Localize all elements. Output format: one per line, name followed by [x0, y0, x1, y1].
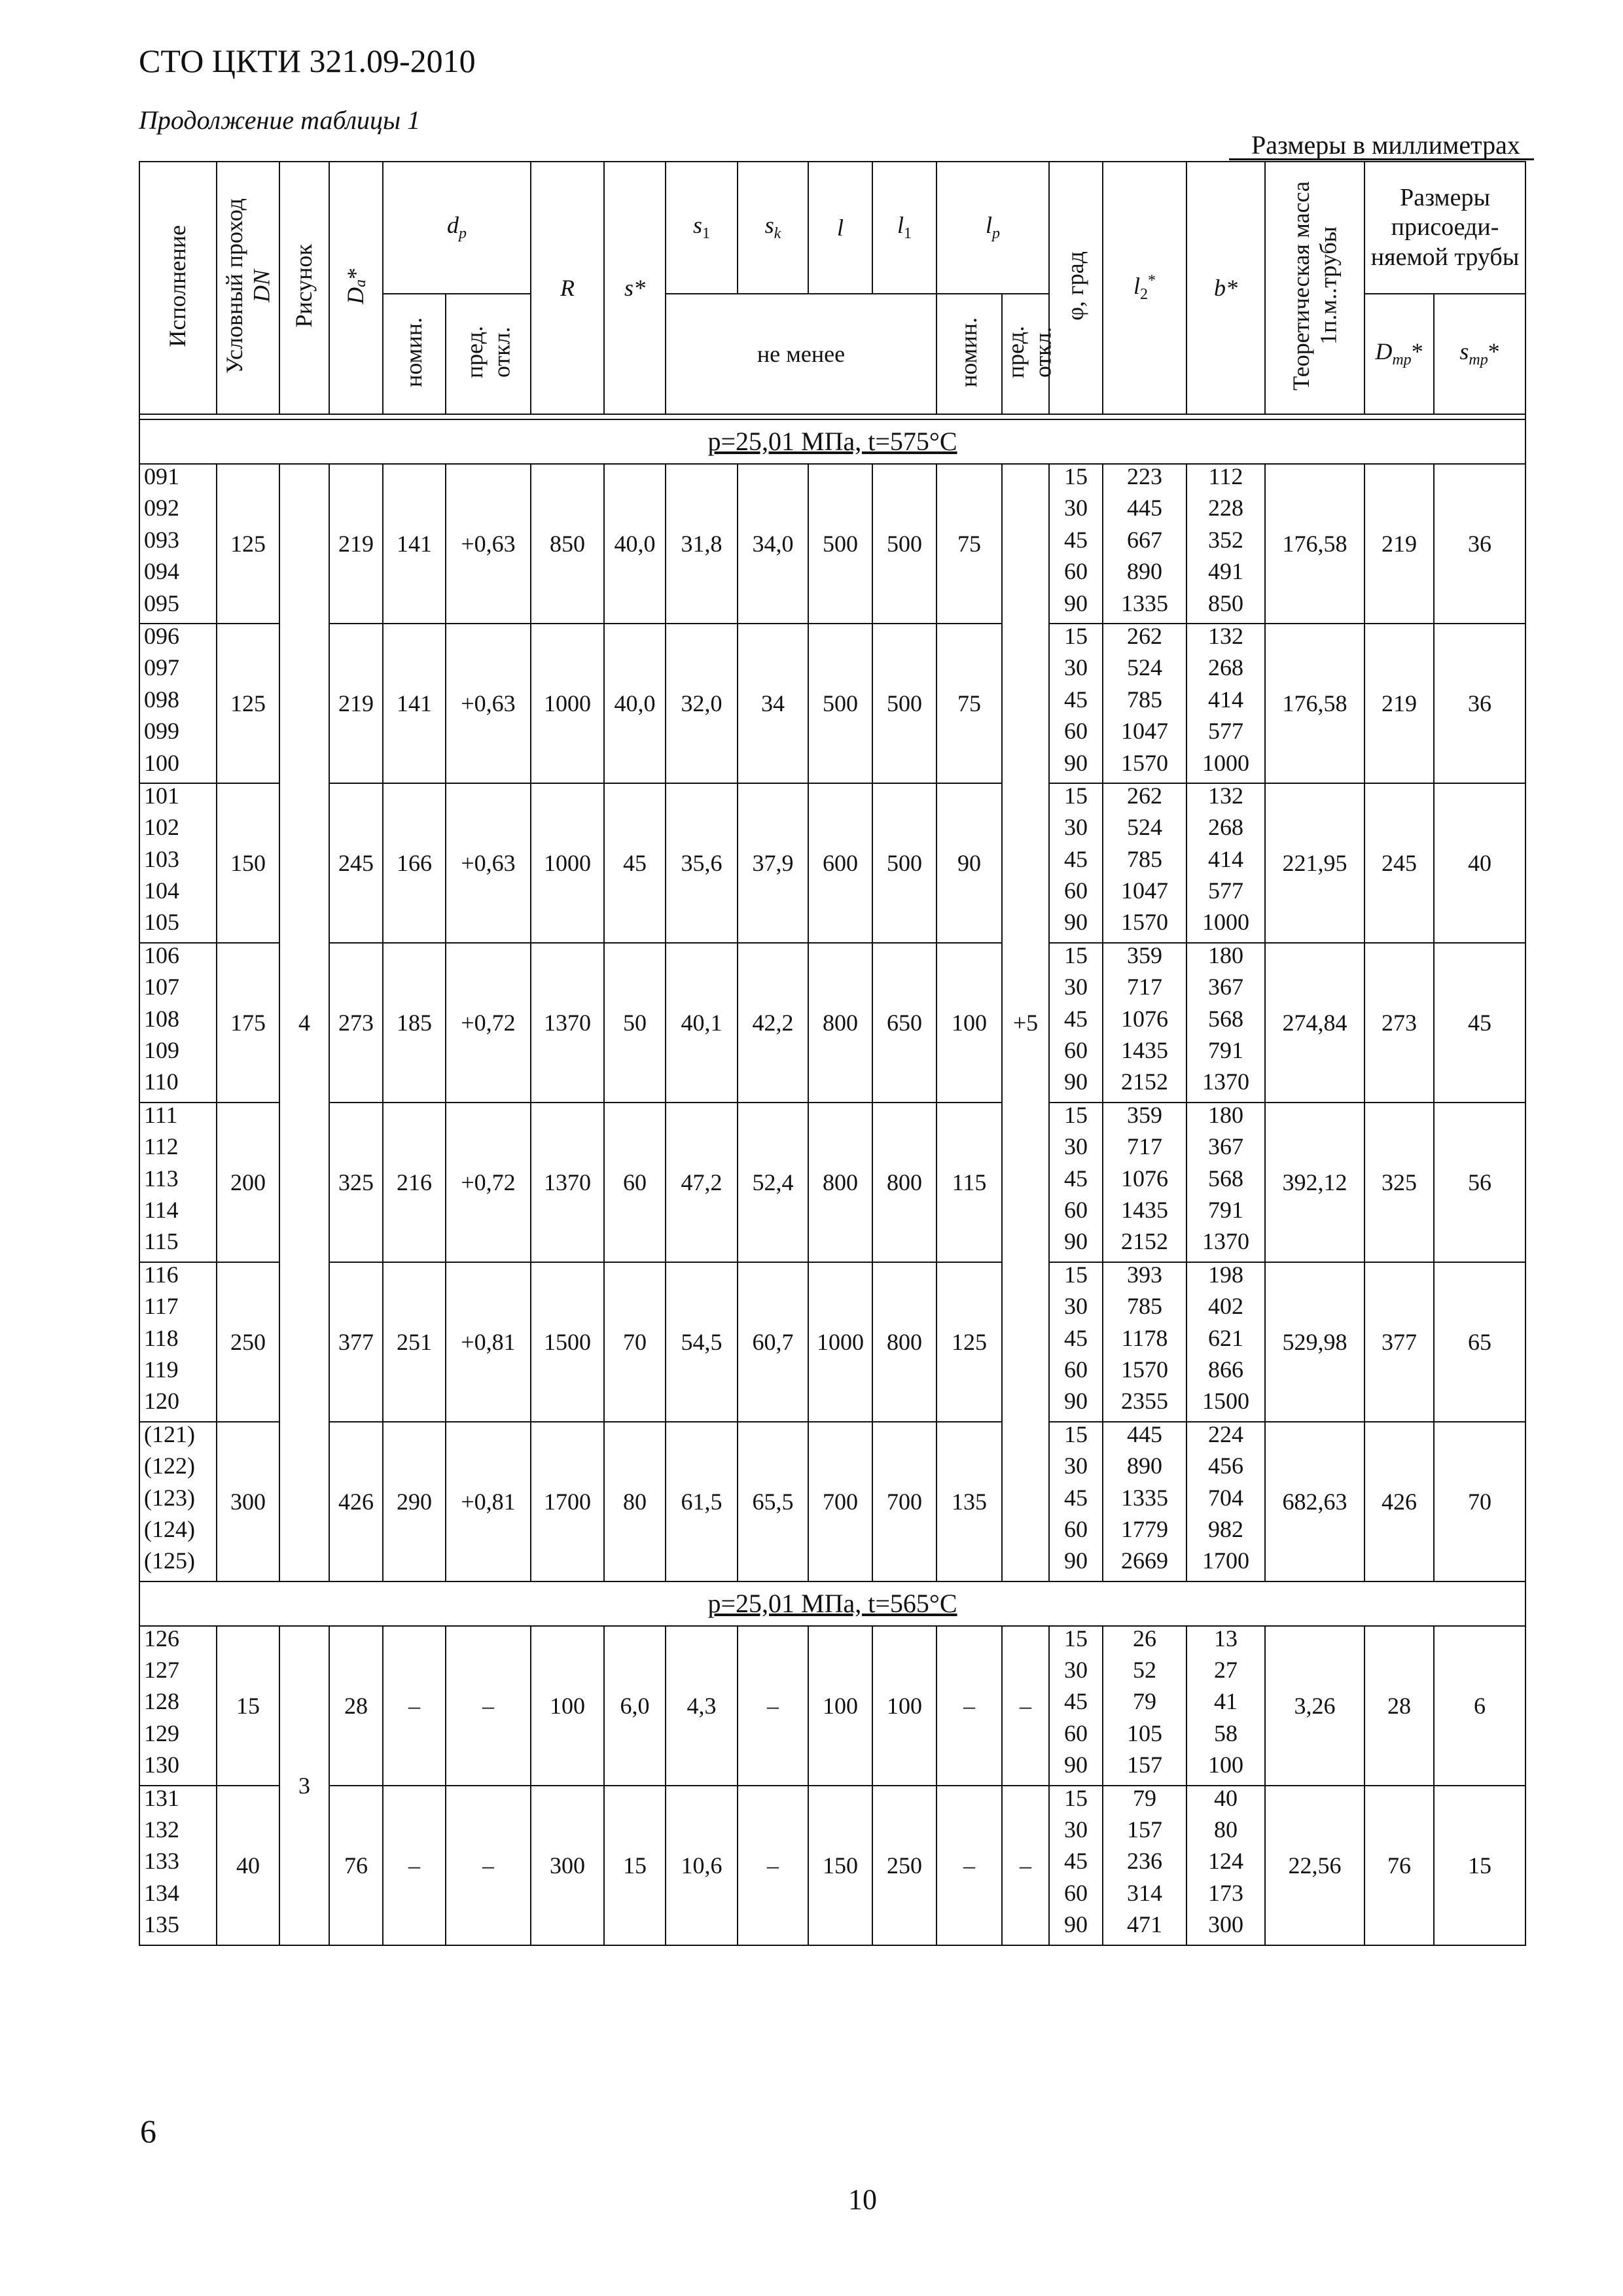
cell-sk: 34,0: [738, 464, 808, 624]
cell-dp-nom: 216: [383, 1103, 446, 1262]
cell-phi: 15 30 45 60 90: [1049, 943, 1103, 1103]
cell-phi: 15 30 45 60 90: [1049, 1262, 1103, 1422]
cell-dtr: 28: [1364, 1626, 1434, 1786]
cell-s1: 4,3: [666, 1626, 738, 1786]
cell-dp-tol: +0,81: [446, 1422, 531, 1581]
header-dp-pred: пред. откл.: [446, 294, 531, 414]
cell-l: 1000: [808, 1262, 872, 1422]
header-r: R: [531, 162, 604, 414]
cell-mass: 176,58: [1265, 464, 1364, 624]
cell-dp-tol: –: [446, 1626, 531, 1786]
cell-lp-tol: –: [1002, 1786, 1049, 1945]
cell-codes: 106 107 108 109 110: [139, 943, 217, 1103]
cell-lp-nom: 125: [936, 1262, 1002, 1422]
cell-codes: 131 132 133 134 135: [139, 1786, 217, 1945]
cell-l: 800: [808, 943, 872, 1103]
header-str: $s_{тр}*$: [1434, 294, 1525, 414]
cell-da: 377: [329, 1262, 383, 1422]
cell-phi: 15 30 45 60 90: [1049, 1786, 1103, 1945]
cell-s1: 32,0: [666, 624, 738, 783]
cell-s1: 61,5: [666, 1422, 738, 1581]
cell-codes: 091 092 093 094 095: [139, 464, 217, 624]
cell-s: 70: [604, 1262, 666, 1422]
cell-dp-nom: –: [383, 1786, 446, 1945]
cell-r: 1000: [531, 624, 604, 783]
cell-dtr: 426: [1364, 1422, 1434, 1581]
cell-mass: 22,56: [1265, 1786, 1364, 1945]
cell-codes: 101 102 103 104 105: [139, 783, 217, 943]
table-row: [139, 624, 1525, 783]
table-row: [139, 1786, 1525, 1945]
cell-phi: 15 30 45 60 90: [1049, 1626, 1103, 1786]
cell-da: 28: [329, 1626, 383, 1786]
cell-str: 15: [1434, 1786, 1525, 1945]
page-number: 6: [140, 2113, 156, 2149]
table-row: [139, 943, 1525, 1103]
cell-da: 219: [329, 624, 383, 783]
cell-lp-tol: –: [1002, 1626, 1049, 1786]
cell-mass: 392,12: [1265, 1103, 1364, 1262]
cell-lp-nom: 75: [936, 624, 1002, 783]
cell-r: 1370: [531, 1103, 604, 1262]
cell-mass: 682,63: [1265, 1422, 1364, 1581]
cell-str: 36: [1434, 624, 1525, 783]
cell-mass: 3,26: [1265, 1626, 1364, 1786]
sheet-number: 10: [848, 2183, 877, 2216]
header-mass: Теоретическая масса 1п.м..трубы: [1265, 162, 1364, 414]
cell-str: 70: [1434, 1422, 1525, 1581]
cell-b: 132 268 414 577 1000: [1186, 783, 1265, 943]
cell-l1: 100: [872, 1626, 936, 1786]
cell-str: 40: [1434, 783, 1525, 943]
cell-dp-tol: +0,63: [446, 464, 531, 624]
header-b: b*: [1186, 162, 1265, 414]
cell-s: 6,0: [604, 1626, 666, 1786]
header-sk: $s_k$: [738, 162, 808, 294]
cell-dtr: 245: [1364, 783, 1434, 943]
cell-lp-nom: –: [936, 1626, 1002, 1786]
cell-b: 180 367 568 791 1370: [1186, 1103, 1265, 1262]
cell-dtr: 273: [1364, 943, 1434, 1103]
cell-sk: 60,7: [738, 1262, 808, 1422]
cell-dn: 150: [217, 783, 279, 943]
cell-r: 100: [531, 1626, 604, 1786]
cell-codes: 111 112 113 114 115: [139, 1103, 217, 1262]
header-ispolnenie: Исполнение: [139, 162, 217, 414]
cell-dp-nom: 185: [383, 943, 446, 1103]
cell-l: 100: [808, 1626, 872, 1786]
cell-mass: 221,95: [1265, 783, 1364, 943]
cell-lp-nom: 135: [936, 1422, 1002, 1581]
table-continuation-caption: Продолжение таблицы 1: [139, 105, 421, 135]
cell-l1: 250: [872, 1786, 936, 1945]
header-l1: $l_1$: [872, 162, 936, 294]
cell-l2: 262 524 785 1047 1570: [1103, 783, 1186, 943]
cell-l2: 26 52 79 105 157: [1103, 1626, 1186, 1786]
units-note: Размеры в миллиметрах: [1251, 130, 1520, 160]
cell-dn: 200: [217, 1103, 279, 1262]
cell-l: 600: [808, 783, 872, 943]
cell-l: 700: [808, 1422, 872, 1581]
cell-l1: 800: [872, 1262, 936, 1422]
cell-l1: 500: [872, 624, 936, 783]
cell-da: 219: [329, 464, 383, 624]
table-row: [139, 1103, 1525, 1262]
cell-dn: 250: [217, 1262, 279, 1422]
cell-da: 426: [329, 1422, 383, 1581]
cell-l: 800: [808, 1103, 872, 1262]
cell-dp-nom: 141: [383, 624, 446, 783]
cell-dp-nom: 290: [383, 1422, 446, 1581]
header-dn: Условный проход DN: [217, 162, 279, 414]
specification-table: [139, 161, 1526, 1946]
cell-dp-tol: –: [446, 1786, 531, 1945]
cell-sk: 37,9: [738, 783, 808, 943]
cell-phi: 15 30 45 60 90: [1049, 624, 1103, 783]
header-l2: $l_2^*$: [1103, 162, 1186, 414]
cell-codes: (121) (122) (123) (124) (125): [139, 1422, 217, 1581]
cell-s: 40,0: [604, 624, 666, 783]
cell-s1: 40,1: [666, 943, 738, 1103]
header-lp-nomin: номин.: [936, 294, 1002, 414]
cell-da: 273: [329, 943, 383, 1103]
cell-s: 50: [604, 943, 666, 1103]
cell-str: 6: [1434, 1626, 1525, 1786]
cell-dp-tol: +0,81: [446, 1262, 531, 1422]
table-row: [139, 1262, 1525, 1422]
cell-lp-nom: 100: [936, 943, 1002, 1103]
cell-lp-nom: 75: [936, 464, 1002, 624]
cell-codes: 096 097 098 099 100: [139, 624, 217, 783]
cell-l2: 359 717 1076 1435 2152: [1103, 943, 1186, 1103]
cell-dn: 125: [217, 624, 279, 783]
cell-lp-nom: –: [936, 1786, 1002, 1945]
cell-s: 60: [604, 1103, 666, 1262]
cell-sk: 42,2: [738, 943, 808, 1103]
cell-lp-nom: 90: [936, 783, 1002, 943]
cell-b: 198 402 621 866 1500: [1186, 1262, 1265, 1422]
cell-s1: 47,2: [666, 1103, 738, 1262]
cell-dtr: 377: [1364, 1262, 1434, 1422]
cell-r: 1000: [531, 783, 604, 943]
table-row: [139, 783, 1525, 943]
cell-dp-nom: 141: [383, 464, 446, 624]
cell-l1: 800: [872, 1103, 936, 1262]
cell-dn: 15: [217, 1626, 279, 1786]
cell-sk: 52,4: [738, 1103, 808, 1262]
header-ne-menee: не менее: [666, 294, 936, 414]
cell-da: 245: [329, 783, 383, 943]
cell-lp-nom: 115: [936, 1103, 1002, 1262]
cell-dn: 300: [217, 1422, 279, 1581]
cell-l2: 445 890 1335 1779 2669: [1103, 1422, 1186, 1581]
cell-dp-nom: 166: [383, 783, 446, 943]
table-row: [139, 1422, 1525, 1581]
cell-figure: 3: [279, 1626, 329, 1945]
cell-str: 45: [1434, 943, 1525, 1103]
cell-l: 500: [808, 464, 872, 624]
table-row: [139, 464, 1525, 624]
section-header: р=25,01 МПа, t=575°С: [139, 419, 1525, 464]
cell-dn: 175: [217, 943, 279, 1103]
cell-b: 180 367 568 791 1370: [1186, 943, 1265, 1103]
table-row: [139, 1626, 1525, 1786]
cell-b: 40 80 124 173 300: [1186, 1786, 1265, 1945]
header-s: s*: [604, 162, 666, 414]
header-dtr: $D_{тр}*$: [1364, 294, 1434, 414]
cell-sk: –: [738, 1786, 808, 1945]
cell-l: 500: [808, 624, 872, 783]
cell-dp-tol: +0,63: [446, 783, 531, 943]
cell-b: 112 228 352 491 850: [1186, 464, 1265, 624]
cell-da: 325: [329, 1103, 383, 1262]
cell-mass: 529,98: [1265, 1262, 1364, 1422]
cell-dn: 125: [217, 464, 279, 624]
cell-dn: 40: [217, 1786, 279, 1945]
cell-phi: 15 30 45 60 90: [1049, 1103, 1103, 1262]
cell-b: 132 268 414 577 1000: [1186, 624, 1265, 783]
cell-r: 300: [531, 1786, 604, 1945]
cell-l1: 650: [872, 943, 936, 1103]
header-dp-nomin: номин.: [383, 294, 446, 414]
cell-dp-tol: +0,63: [446, 624, 531, 783]
cell-s: 45: [604, 783, 666, 943]
section-header: р=25,01 МПа, t=565°С: [139, 1581, 1525, 1626]
header-dp: $d_p$: [383, 162, 531, 294]
cell-dtr: 325: [1364, 1103, 1434, 1262]
cell-str: 36: [1434, 464, 1525, 624]
units-underline: [1229, 158, 1534, 160]
cell-s: 80: [604, 1422, 666, 1581]
cell-str: 65: [1434, 1262, 1525, 1422]
cell-dp-tol: +0,72: [446, 1103, 531, 1262]
cell-s1: 54,5: [666, 1262, 738, 1422]
cell-b: 224 456 704 982 1700: [1186, 1422, 1265, 1581]
cell-s: 40,0: [604, 464, 666, 624]
header-lp: $l_p$: [936, 162, 1049, 294]
cell-codes: 116 117 118 119 120: [139, 1262, 217, 1422]
cell-codes: 126 127 128 129 130: [139, 1626, 217, 1786]
cell-l2: 79 157 236 314 471: [1103, 1786, 1186, 1945]
cell-l1: 500: [872, 464, 936, 624]
cell-sk: 34: [738, 624, 808, 783]
cell-dtr: 219: [1364, 464, 1434, 624]
cell-s: 15: [604, 1786, 666, 1945]
cell-r: 850: [531, 464, 604, 624]
cell-l2: 262 524 785 1047 1570: [1103, 624, 1186, 783]
cell-dtr: 76: [1364, 1786, 1434, 1945]
cell-da: 76: [329, 1786, 383, 1945]
header-lp-pred: пред. откл.: [1002, 294, 1049, 414]
cell-phi: 15 30 45 60 90: [1049, 1422, 1103, 1581]
header-risunok: Рисунок: [279, 162, 329, 414]
cell-lp-tol: +5: [1002, 464, 1049, 1581]
header-phi: φ, град: [1049, 162, 1103, 414]
cell-dp-tol: +0,72: [446, 943, 531, 1103]
cell-sk: –: [738, 1626, 808, 1786]
cell-l2: 223 445 667 890 1335: [1103, 464, 1186, 624]
cell-l2: 359 717 1076 1435 2152: [1103, 1103, 1186, 1262]
cell-l1: 500: [872, 783, 936, 943]
header-l: l: [808, 162, 872, 294]
cell-figure: 4: [279, 464, 329, 1581]
cell-phi: 15 30 45 60 90: [1049, 783, 1103, 943]
cell-phi: 15 30 45 60 90: [1049, 464, 1103, 624]
cell-str: 56: [1434, 1103, 1525, 1262]
header-pipe-dims: Размеры присоеди-няемой трубы: [1364, 162, 1525, 294]
header-s1: $s_1$: [666, 162, 738, 294]
cell-r: 1370: [531, 943, 604, 1103]
cell-mass: 274,84: [1265, 943, 1364, 1103]
cell-l1: 700: [872, 1422, 936, 1581]
cell-l2: 393 785 1178 1570 2355: [1103, 1262, 1186, 1422]
cell-l: 150: [808, 1786, 872, 1945]
cell-mass: 176,58: [1265, 624, 1364, 783]
cell-r: 1700: [531, 1422, 604, 1581]
cell-dp-nom: 251: [383, 1262, 446, 1422]
cell-dtr: 219: [1364, 624, 1434, 783]
cell-sk: 65,5: [738, 1422, 808, 1581]
cell-dp-nom: –: [383, 1626, 446, 1786]
cell-b: 13 27 41 58 100: [1186, 1626, 1265, 1786]
header-da: $D_a*$: [329, 162, 383, 414]
cell-s1: 10,6: [666, 1786, 738, 1945]
cell-s1: 31,8: [666, 464, 738, 624]
cell-s1: 35,6: [666, 783, 738, 943]
document-code: СТО ЦКТИ 321.09-2010: [139, 43, 476, 79]
cell-r: 1500: [531, 1262, 604, 1422]
